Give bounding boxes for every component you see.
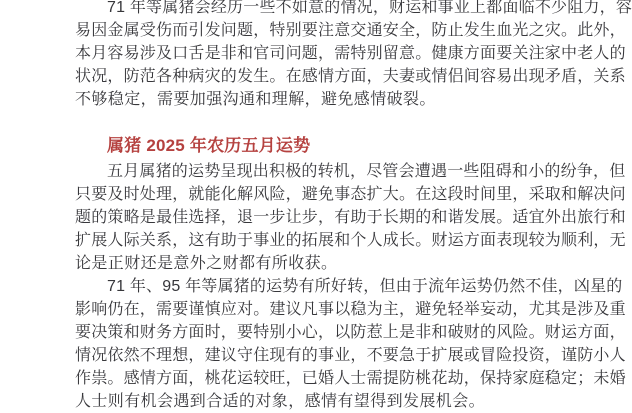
fortune-article <box>75 0 632 413</box>
text-line: 要决策和财务方面时，要特别小心，以防惹上是非和破财的风险。财运方面， <box>75 324 626 341</box>
paragraph-year-groups <box>75 275 626 413</box>
section-heading-may-fortune: 属猪 2025 年农历五月运势 <box>107 136 311 155</box>
text-line: 影响仍在，需要谨慎应对。建议凡事以稳为主，避免轻举妄动，尤其是涉及重 <box>75 301 626 318</box>
text-line: 情况依然不理想，建议守住现有的事业，不要急于扩展或冒险投资，谨防小人 <box>75 347 626 364</box>
text-line: 易因金属受伤而引发问题，特别要注意交通安全，防止发生血光之灾。此外， <box>75 22 626 39</box>
text-line: 71 年等属猪会经历一些不如意的情况，财运和事业上都面临不少阻力，容 <box>107 0 632 16</box>
text-line: 扩展人际关系，这有助于事业的拓展和个人成长。财运方面表现较为顺利，无 <box>75 232 626 249</box>
text-line: 论是正财还是意外之财都有所收获。 <box>75 255 338 272</box>
text-line: 五月属猪的运势呈现出积极的转机，尽管会遭遇一些阻碍和小的纷争，但 <box>107 163 626 180</box>
paragraph-may-overview <box>75 160 626 275</box>
text-line: 题的策略是最佳选择，退一步让步，有助于长期的和谐发展。适宜外出旅行和 <box>75 209 626 226</box>
text-line: 作祟。感情方面，桃花运较旺，已婚人士需提防桃花劫，保持家庭稳定；未婚 <box>75 370 626 387</box>
text-line: 本月容易涉及口舌是非和官司问题，需特别留意。健康方面要关注家中老人的 <box>75 45 626 62</box>
text-line: 只要及时处理，就能化解风险，避免事态扩大。在这段时间里，采取和解决问 <box>75 186 626 203</box>
text-line-clipped: 人士则有机会遇到合适的对象，感情有望得到发展机会。 <box>75 393 486 410</box>
paragraph-april-fortune <box>75 0 632 111</box>
text-line: 不够稳定，需要加强沟通和理解，避免感情破裂。 <box>75 91 436 108</box>
text-line: 状况，防范各种病灾的发生。在感情方面，夫妻或情侣间容易出现矛盾，关系 <box>75 68 626 85</box>
text-line: 71 年、95 年等属猪的运势有所好转，但由于流年运势仍然不佳，凶星的 <box>107 278 623 295</box>
